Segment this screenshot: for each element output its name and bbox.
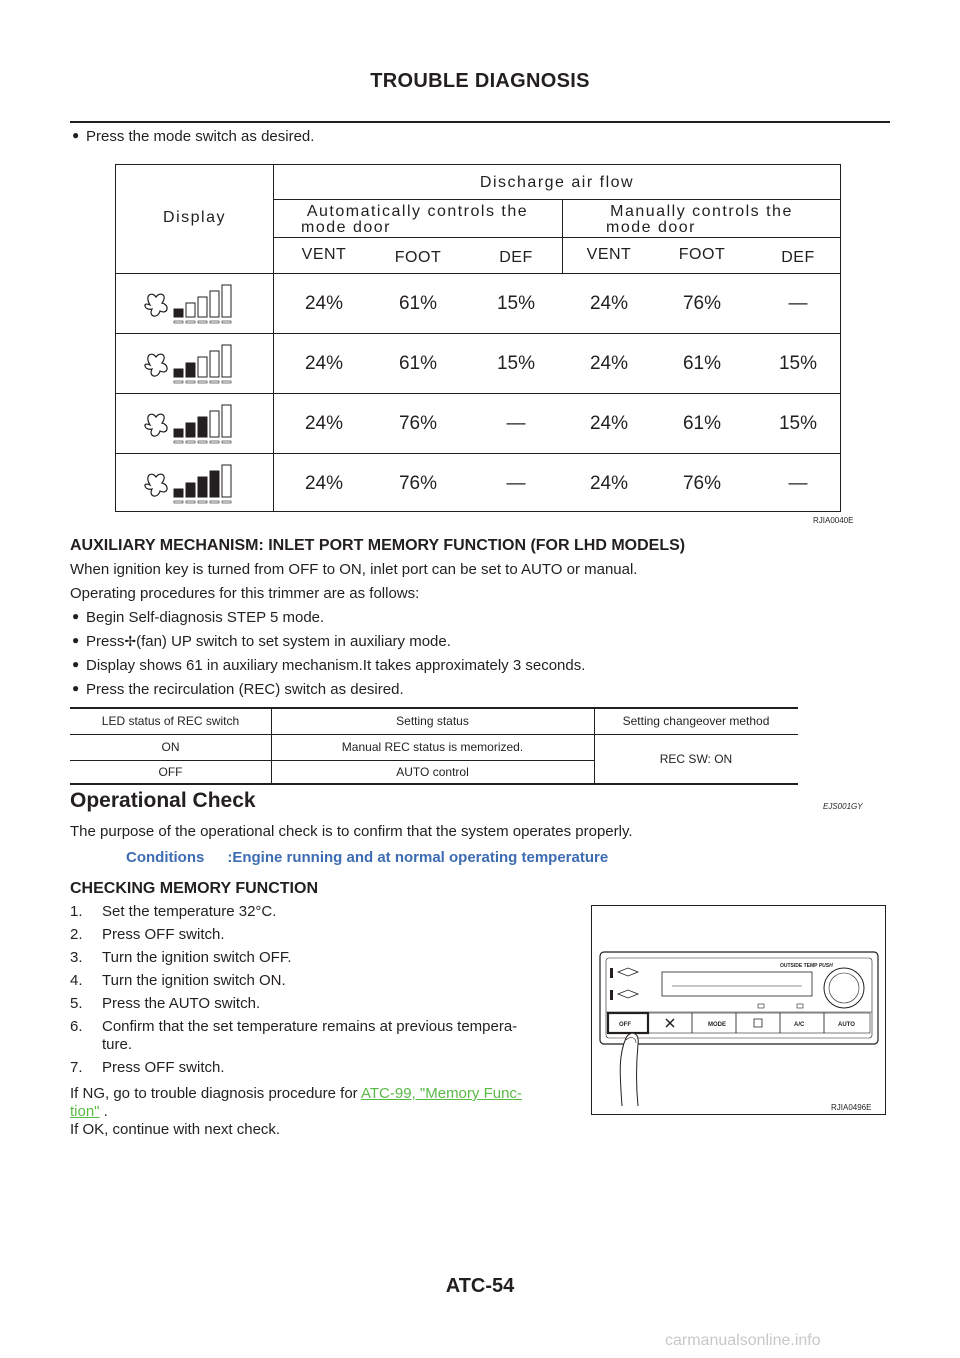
watermark: carmanualsonline.info [665, 1332, 821, 1349]
mode-value-cell: 61% [682, 413, 722, 434]
aux-bullet [72, 681, 404, 698]
fan-bar-base [186, 501, 195, 503]
fan-bar-base [210, 381, 219, 383]
memory-function-link-cont[interactable]: tion" [70, 1103, 100, 1120]
fan-bar-empty [222, 285, 231, 317]
ng-line-1 [70, 1085, 522, 1103]
step-number: 3. [70, 949, 83, 966]
ok-text: If OK, continue with next check. [70, 1121, 281, 1138]
fan-bar-base [210, 321, 219, 323]
aux-bullet [72, 633, 451, 650]
intro-bullet [72, 128, 315, 145]
step-text: Confirm that the set temperature remains at previous tempera- [102, 1018, 518, 1035]
fan-bar-empty [222, 465, 231, 497]
table-divider [70, 760, 594, 761]
memory-heading: CHECKING MEMORY FUNCTION [70, 880, 318, 897]
fan-bar-filled [174, 369, 183, 377]
step-number: 1. [70, 903, 83, 920]
step-text: Press OFF switch. [102, 1059, 225, 1076]
table-divider [70, 734, 798, 735]
fan-bar-filled [186, 483, 195, 497]
fan-bar-base [174, 321, 183, 323]
step-text: ture. [102, 1036, 133, 1053]
mode-value-cell: 15% [778, 413, 818, 434]
fan-bar-base [222, 321, 231, 323]
status-manual: Manual REC status is memorized. [341, 740, 524, 754]
memory-function-link[interactable]: ATC-99, "Memory Func- [361, 1085, 522, 1102]
mode-value-cell: — [788, 293, 808, 314]
page-title: TROUBLE DIAGNOSIS [370, 70, 590, 92]
ng-line-2 [70, 1103, 108, 1121]
page-number: ATC-54 [445, 1275, 515, 1297]
step-number: 5. [70, 995, 83, 1012]
mode-value-cell: 15% [496, 293, 536, 314]
fan-bar-base [174, 501, 183, 503]
status-auto: AUTO control [396, 765, 469, 779]
ac-button[interactable]: A/C [794, 1022, 805, 1028]
fan-bar-empty [210, 291, 219, 317]
conditions-label: Conditions [126, 849, 205, 866]
aux-bullet-text: Begin Self-diagnosis STEP 5 mode. [86, 609, 325, 626]
fan-bar-filled [186, 363, 195, 377]
step-text: Press OFF switch. [102, 926, 225, 943]
mode-value-cell: 24% [589, 293, 629, 314]
title-divider [70, 121, 890, 123]
auto-header-line1: Automatically controls the [306, 203, 529, 220]
bullet-icon: ● [72, 128, 80, 142]
outside-temp-text: OUTSIDE TEMP [780, 963, 818, 969]
fan-bar-filled [174, 429, 183, 437]
fan-bar-base [186, 321, 195, 323]
conditions [126, 849, 608, 866]
fan-speed-icon [134, 459, 244, 509]
control-panel-illustration [592, 906, 885, 1114]
setting-status-header: Setting status [396, 714, 469, 728]
mode-value-cell: 24% [589, 413, 629, 434]
fan-bar-filled [174, 309, 183, 317]
col-def-manual: DEF [781, 249, 815, 266]
ng-suffix: . [99, 1103, 108, 1120]
aux-bullet [72, 657, 586, 674]
off-button[interactable]: OFF [619, 1022, 631, 1028]
fan-bar-base [222, 441, 231, 443]
mode-value-cell: — [788, 473, 808, 494]
table-divider [273, 237, 841, 238]
fan-icon [145, 354, 167, 376]
fan-speed-icon [134, 399, 244, 449]
aux-para-1: When ignition key is turned from OFF to ON, inlet port can be set to AUTO or manual. [70, 561, 638, 578]
table-divider [116, 273, 841, 274]
figure-code: RJIA0496E [831, 1103, 872, 1112]
bullet-icon: ● [72, 609, 80, 623]
fan-bar-empty [198, 297, 207, 317]
fan-bar-empty [222, 405, 231, 437]
step-text: Turn the ignition switch OFF. [102, 949, 292, 966]
outside-temp-label [780, 963, 833, 969]
intro-bullet-text: Press the mode switch as desired. [86, 128, 315, 145]
section-code: EJS001GY [823, 802, 863, 811]
manual-header-line2: mode door [606, 219, 696, 236]
table-divider [273, 199, 841, 200]
mode-value-cell: 24% [304, 353, 344, 374]
changeover-header: Setting changeover method [622, 714, 770, 728]
fan-bar-base [210, 441, 219, 443]
aux-heading: AUXILIARY MECHANISM: INLET PORT MEMORY FUNCTION (FOR LHD MODELS) [70, 537, 686, 554]
col-vent-auto: VENT [301, 246, 347, 263]
fan-bar-filled [210, 471, 219, 497]
operational-para: The purpose of the operational check is to confirm that the system operates properly. [70, 823, 633, 840]
fan-bar-base [222, 381, 231, 383]
manual-header-line1: Manually controls the [610, 203, 793, 220]
led-status-table [70, 707, 798, 785]
mode-value-cell: 76% [398, 473, 438, 494]
mode-value-cell: 61% [398, 293, 438, 314]
aux-bullet [72, 609, 325, 626]
led-on: ON [161, 740, 180, 754]
step-text: Press the AUTO switch. [102, 995, 261, 1012]
bullet-icon: ● [72, 633, 80, 647]
mode-value-cell: 24% [304, 473, 344, 494]
led-off: OFF [158, 765, 183, 779]
ng-prefix: If NG, go to trouble diagnosis procedure for [70, 1085, 361, 1102]
mode-value-cell: 15% [778, 353, 818, 374]
fan-bar-empty [210, 411, 219, 437]
table-divider [116, 453, 841, 454]
mode-value-cell: 24% [589, 473, 629, 494]
fan-speed-icon [134, 339, 244, 389]
discharge-header: Discharge air flow [479, 174, 635, 191]
fan-bar-base [198, 381, 207, 383]
fan-bar-base [186, 381, 195, 383]
table-divider [116, 393, 841, 394]
auto-button[interactable]: AUTO [838, 1022, 855, 1028]
led-header: LED status of REC switch [101, 714, 240, 728]
auto-header [273, 204, 562, 236]
fan-bar-filled [198, 477, 207, 497]
fan-icon [145, 294, 167, 316]
fan-bar-empty [198, 357, 207, 377]
step-number: 7. [70, 1059, 83, 1076]
mode-value-cell: 24% [304, 293, 344, 314]
table-divider [116, 333, 841, 334]
fan-bar-base [186, 441, 195, 443]
fan-bar-filled [174, 489, 183, 497]
fan-icon [145, 414, 167, 436]
mode-value-cell: 76% [682, 293, 722, 314]
fan-bar-base [198, 321, 207, 323]
mode-value-cell: 61% [682, 353, 722, 374]
mode-value-cell: 61% [398, 353, 438, 374]
aux-para-2: Operating procedures for this trimmer are as follows: [70, 585, 420, 602]
col-vent-manual: VENT [586, 246, 632, 263]
mode-value-cell: 76% [398, 413, 438, 434]
aux-bullet-text: Display shows 61 in auxiliary mechanism.It takes approximately 3 seconds. [86, 657, 586, 674]
display-header: Display [163, 209, 226, 226]
fan-bar-base [210, 501, 219, 503]
fan-bar-base [222, 501, 231, 503]
bullet-icon: ● [72, 681, 80, 695]
fan-bar-filled [186, 423, 195, 437]
mode-value-cell: 24% [589, 353, 629, 374]
mode-value-cell: — [506, 473, 526, 494]
mode-value-cell: — [506, 413, 526, 434]
step-number: 2. [70, 926, 83, 943]
manual-header [562, 204, 841, 236]
col-foot-manual: FOOT [678, 246, 726, 263]
fan-bar-filled [198, 417, 207, 437]
step-text: Turn the ignition switch ON. [102, 972, 286, 989]
fan-bar-base [198, 501, 207, 503]
step-number: 4. [70, 972, 83, 989]
conditions-text: :Engine running and at normal operating temperature [227, 849, 609, 866]
fan-bar-base [174, 441, 183, 443]
figure-code: RJIA0040E [813, 516, 854, 525]
push-text: PUSH [818, 963, 833, 969]
aux-bullet-text: (fan) UP switch to set system in auxiliary mode. [136, 633, 451, 650]
col-foot-auto: FOOT [394, 249, 442, 266]
fan-bar-empty [210, 351, 219, 377]
control-panel-figure [591, 905, 886, 1115]
fan-speed-icon [134, 279, 244, 329]
fan-bar-base [198, 441, 207, 443]
fan-bar-empty [222, 345, 231, 377]
fan-icon [145, 474, 167, 496]
mode-display-table [115, 164, 841, 512]
fan-bar-base [174, 381, 183, 383]
aux-bullet-text: Press the recirculation (REC) switch as desired. [86, 681, 404, 698]
fan-icon: ✢ [124, 633, 137, 649]
operational-heading: Operational Check [70, 789, 256, 812]
mode-value-cell: 24% [304, 413, 344, 434]
mode-button[interactable]: MODE [708, 1022, 726, 1028]
step-text: Set the temperature 32°C. [102, 903, 277, 920]
mode-value-cell: 76% [682, 473, 722, 494]
bullet-icon: ● [72, 657, 80, 671]
aux-bullet-text: Press [86, 633, 125, 650]
changeover-method: REC SW: ON [659, 752, 733, 766]
auto-header-line2: mode door [301, 219, 391, 236]
step-number: 6. [70, 1018, 83, 1035]
fan-bar-empty [186, 303, 195, 317]
mode-value-cell: 15% [496, 353, 536, 374]
col-def-auto: DEF [499, 249, 533, 266]
